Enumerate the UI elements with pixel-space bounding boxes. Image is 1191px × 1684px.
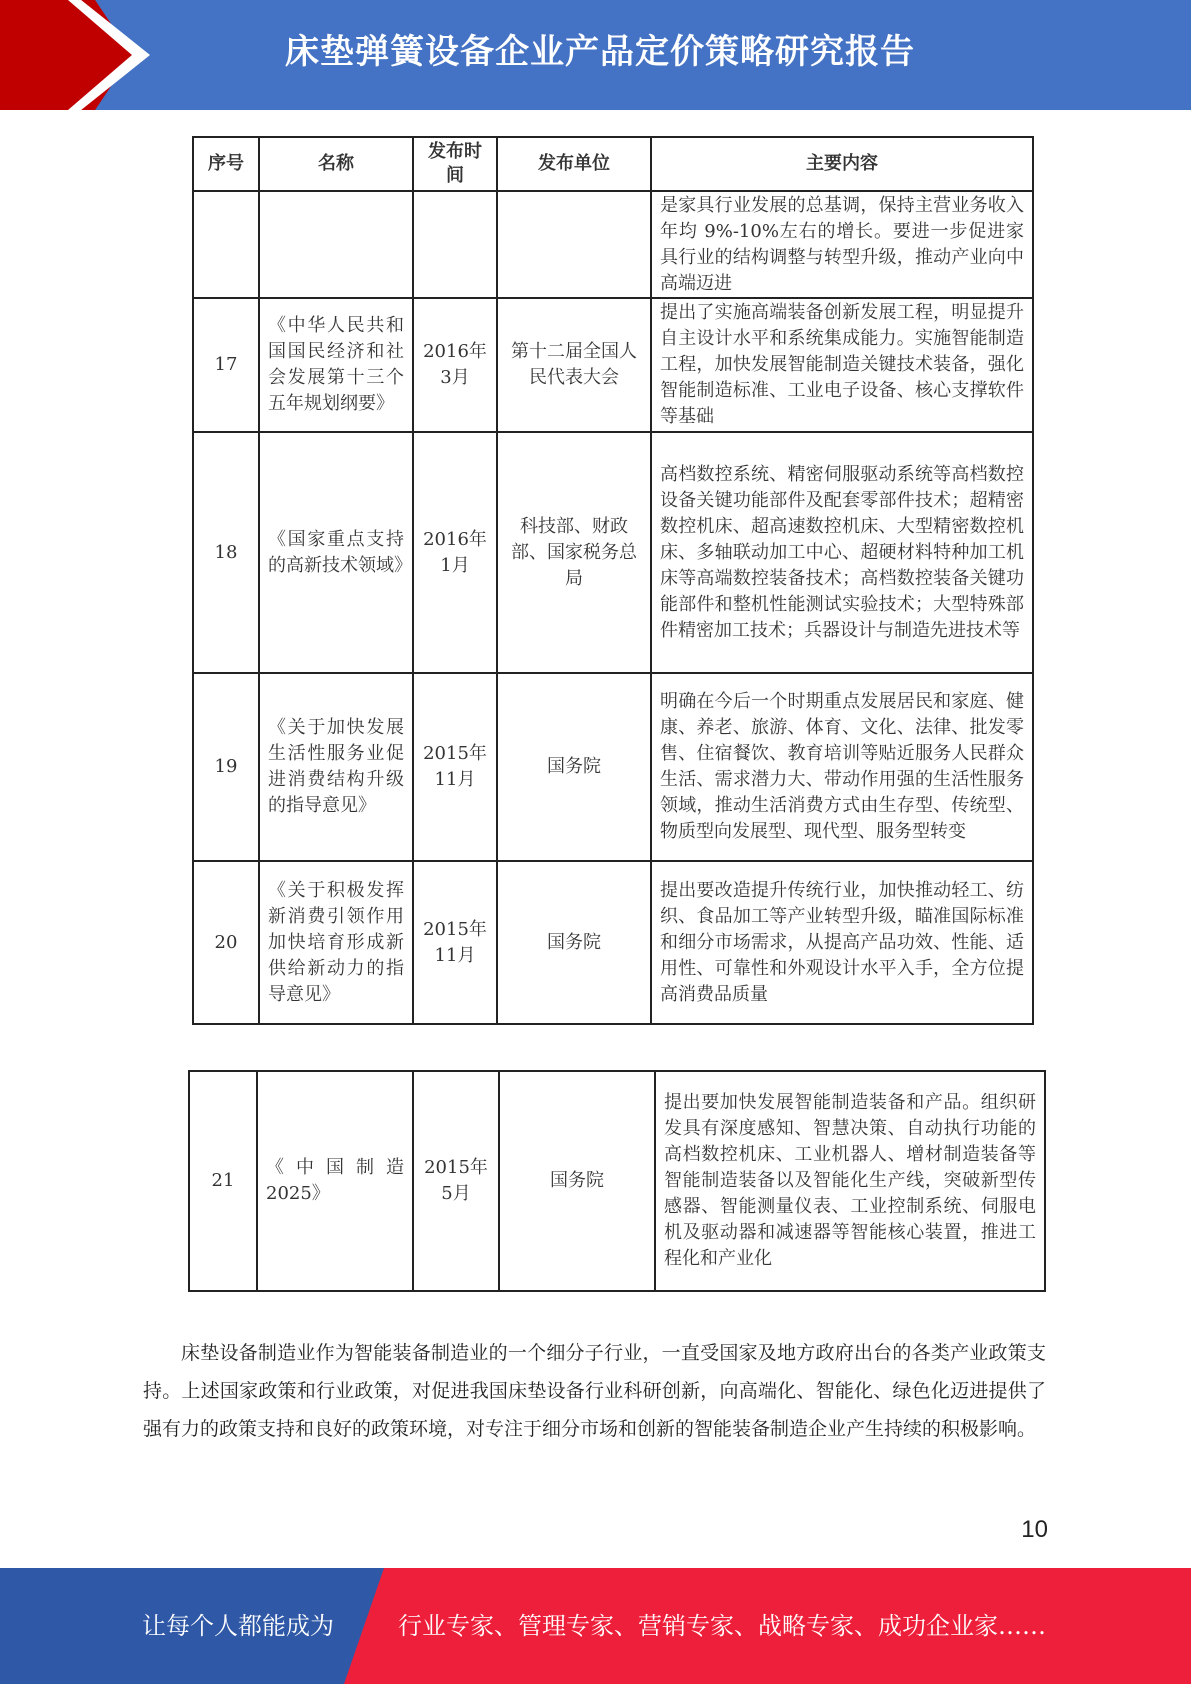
header-red-chevron [0, 0, 132, 110]
header-publisher: 发布单位 [497, 137, 651, 191]
row-content: 是家具行业发展的总基调，保持主营业务收入年均 9%-10%左右的增长。要进一步促进家具行业的结构调整与转型升级，推动产业向中高端迈进 [651, 191, 1033, 298]
page-footer [0, 1568, 1191, 1684]
footer-slogan-right: 行业专家、管理专家、营销专家、战略专家、成功企业家…… [398, 1612, 1046, 1640]
body-paragraph: 床垫设备制造业作为智能装备制造业的一个细分子行业，一直受国家及地方政府出台的各类产业政策支持。上述国家政策和行业政策，对促进我国床垫设备行业科研创新，向高端化、智能化、绿色化迈进提供了强有力的政策支持和良好的政策环境，对专注于细分市场和创新的智能装备制造企业产生持续的积极影响。 [143, 1342, 1046, 1440]
table-row [193, 191, 1033, 298]
footer-slogan-left: 让每个人都能成为 [142, 1612, 334, 1640]
header-num: 序号 [193, 137, 259, 191]
table-row [193, 298, 1033, 432]
row-content: 高档数控系统、精密伺服驱动系统等高档数控设备关键功能部件及配套零部件技术；超精密数控机床、超高速数控机床、大型精密数控机床、多轴联动加工中心、超硬材料特种加工机床等高端数控装备技术；高档数控装备关键功能部件和整机性能测试实验技术；大型特殊部件精密加工技术；兵器设计与制造先进技术等 [651, 432, 1033, 673]
row-name: 《中国制造2025》 [257, 1071, 413, 1291]
row-content: 明确在今后一个时期重点发展居民和家庭、健康、养老、旅游、体育、文化、法律、批发零售、住宿餐饮、教育培训等贴近服务人民群众生活、需求潜力大、带动作用强的生活性服务领域，推动生活消费方式由生存型、传统型、物质型向发展型、现代型、服务型转变 [651, 673, 1033, 861]
table-row [193, 861, 1033, 1024]
row-num: 21 [189, 1071, 257, 1291]
row-num: 17 [193, 298, 259, 432]
row-num [193, 191, 259, 298]
row-date: 2016年1月 [413, 432, 497, 673]
row-date: 2015年11月 [413, 861, 497, 1024]
row-date: 2015年11月 [413, 673, 497, 861]
row-content: 提出了实施高端装备创新发展工程，明显提升自主设计水平和系统集成能力。实施智能制造工程，加快发展智能制造关键技术装备，强化智能制造标准、工业电子设备、核心支撑软件等基础 [651, 298, 1033, 432]
row-num: 18 [193, 432, 259, 673]
page-number: 10 [1021, 1516, 1048, 1543]
row-name [259, 191, 413, 298]
row-num: 19 [193, 673, 259, 861]
page-header [0, 0, 1191, 110]
row-publisher: 国务院 [497, 861, 651, 1024]
header-content: 主要内容 [651, 137, 1033, 191]
row-num: 20 [193, 861, 259, 1024]
row-publisher: 国务院 [499, 1071, 655, 1291]
table-row [193, 432, 1033, 673]
row-name: 《关于加快发展生活性服务业促进消费结构升级的指导意见》 [259, 673, 413, 861]
header-name: 名称 [259, 137, 413, 191]
row-date: 2015年5月 [413, 1071, 499, 1291]
row-date [413, 191, 497, 298]
table-row [193, 673, 1033, 861]
report-title: 床垫弹簧设备企业产品定价策略研究报告 [285, 32, 915, 72]
row-name: 《中华人民共和国国民经济和社会发展第十三个五年规划纲要》 [259, 298, 413, 432]
row-date: 2016年3月 [413, 298, 497, 432]
policy-table [192, 136, 1034, 1025]
table-row [189, 1071, 1045, 1291]
row-publisher: 第十二届全国人民代表大会 [497, 298, 651, 432]
table-header-row [193, 137, 1033, 191]
row-publisher: 科技部、财政部、国家税务总局 [497, 432, 651, 673]
row-name: 《关于积极发挥新消费引领作用加快培育形成新供给新动力的指导意见》 [259, 861, 413, 1024]
row-content: 提出要改造提升传统行业，加快推动轻工、纺织、食品加工等产业转型升级，瞄准国际标准和细分市场需求，从提高产品功效、性能、适用性、可靠性和外观设计水平入手，全方位提高消费品质量 [651, 861, 1033, 1024]
policy-table-continued [188, 1070, 1046, 1292]
row-content: 提出要加快发展智能制造装备和产品。组织研发具有深度感知、智慧决策、自动执行功能的高档数控机床、工业机器人、增材制造装备等智能制造装备以及智能化生产线，突破新型传感器、智能测量仪表、工业控制系统、伺服电机及驱动器和减速器等智能核心装置，推进工程化和产业化 [655, 1071, 1045, 1291]
header-date: 发布时间 [413, 137, 497, 191]
row-publisher: 国务院 [497, 673, 651, 861]
row-publisher [497, 191, 651, 298]
row-name: 《国家重点支持的高新技术领域》 [259, 432, 413, 673]
